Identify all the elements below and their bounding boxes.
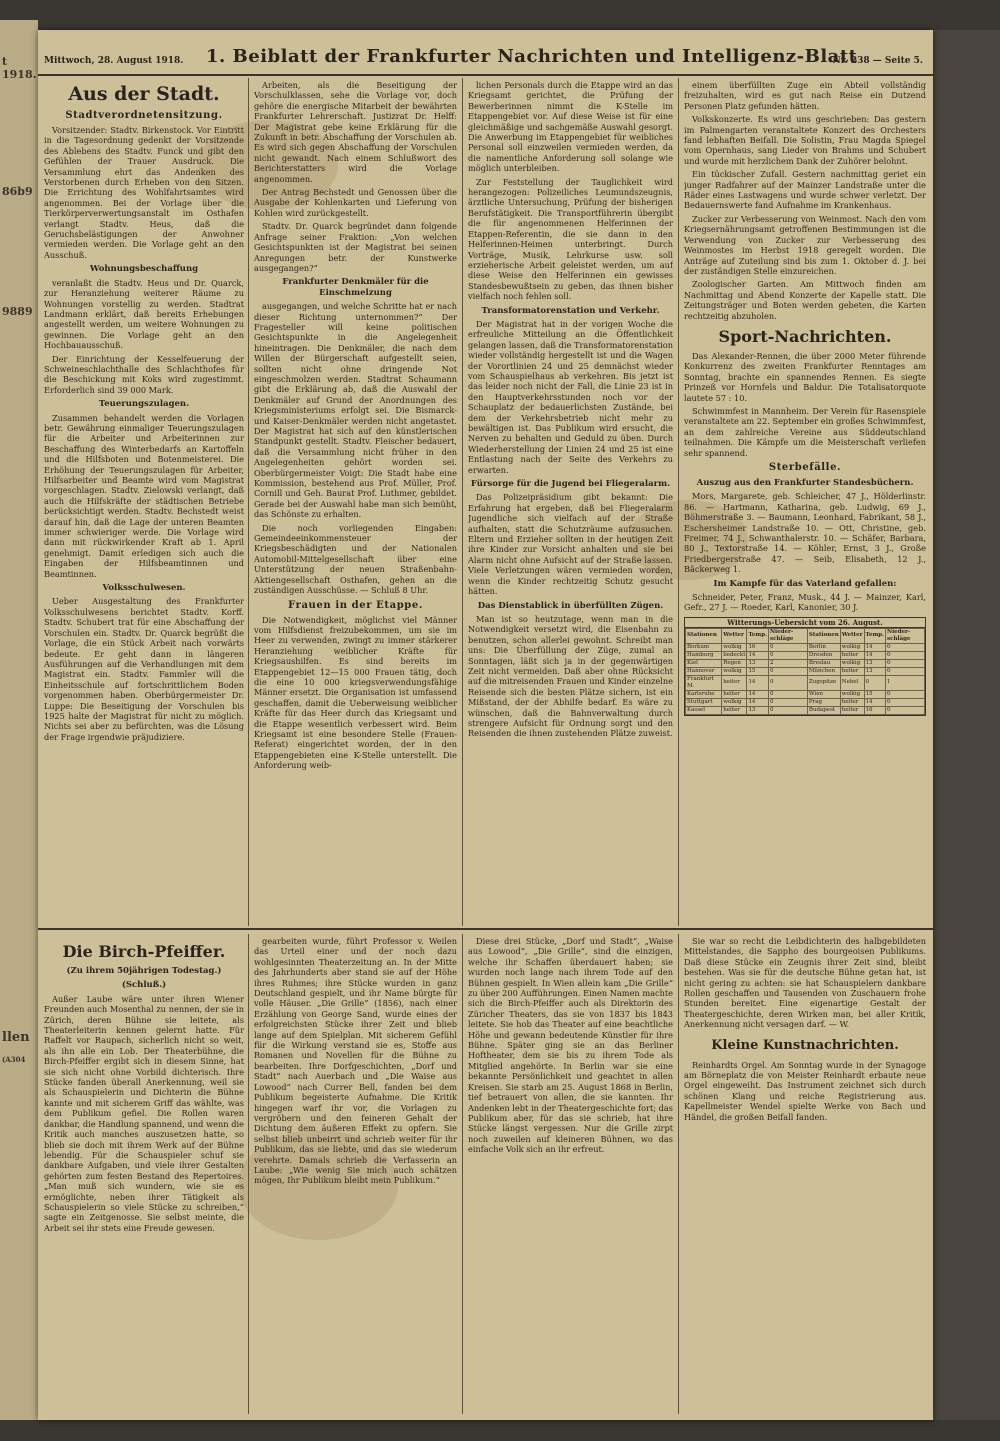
weather-cell: 14	[747, 698, 769, 706]
supplement-title: 1. Beiblatt der Frankfurter Nachrichten und Intelligenz-Blatt	[206, 46, 858, 67]
column-1	[44, 80, 244, 925]
weather-cell: wolkig	[722, 643, 747, 651]
article-paragraph: Zoologischer Garten. Am Mittwoch finden am Nachmittag und Abend Konzerte der Kapelle statt. Die Zeitungsträger und Boten werden gebeten, die Karten rechtzeitig abzuholen.	[684, 279, 926, 321]
deaths-subheading: Auszug aus den Frankfurter Standesbüchern.	[696, 478, 914, 488]
weather-cell: wolkig	[840, 690, 864, 698]
weather-cell: 0	[886, 651, 925, 659]
weather-cell: Wien	[807, 690, 840, 698]
weather-cell: 14	[747, 675, 769, 690]
weather-cell: wolkig	[840, 643, 864, 651]
article-paragraph: lichen Personals durch die Etappe wird an das Kriegsamt gerichtet, die Prüfung der Bewerberinnen nimmt die K-Stelle im Etappengebiet vor. Auf diese Weise ist für eine gleichmäßige und sachgemäße Auswahl gesorgt. Die Anwerbung im Etappengebiet für weibliches Personal soll einzweilen vermieden werden, da die namentliche Anforderung soll solange wie möglich unterbleiben.	[468, 80, 673, 174]
weather-cell: heiter	[840, 651, 864, 659]
prev-page-fragment: 86b9	[2, 185, 33, 198]
weather-header-cell: Nieder-schläge	[886, 628, 925, 643]
weather-grid	[685, 628, 925, 715]
column-rule	[248, 78, 249, 926]
weather-cell: heiter	[722, 706, 747, 714]
weather-cell: heiter	[722, 675, 747, 690]
article-heading: Stadtverordnetensitzung.	[65, 110, 223, 121]
weather-cell: 1	[886, 675, 925, 690]
fallen-list: Schneider, Peter, Franz, Musk., 44 J. — Mainzer, Karl, Gefr., 27 J. — Roeder, Karl, Kanonier, 30 J.	[684, 592, 926, 613]
article-paragraph: gearbeiten wurde, führt Professor v. Weilen das Urteil einer und der noch dazu wohlgesinnten Theaterzeitung an. In der Mitte des Jahrhunderts aber stand sie auf der Höhe ihres Ruhmes; ihre Stücke wurden in ganz Deutschland gespielt, und ihr Name bürgte für volle Häuser. „Die Grille“ (1856), nach einer Erzählung von George Sand, wurde eines der erfolgreichsten Stücke ihrer Zeit und blieb lange auf dem Spielplan. Mit sicherem Gefühl für die Wirkung verstand sie es, Stoffe aus Romanen und Novellen für die Bühne zu bearbeiten. Ihre Dorfgeschichten, „Dorf und Stadt“ nach Auerbach und „Die Waise aus Lowood“ nach Currer Bell, fanden bei dem Publikum begeisterte Aufnahme. Die Kritik hingegen warf ihr vor, die Vorlagen zu vergröbern und den feineren Gehalt der Dichtung dem äußeren Effekt zu opfern. Sie selbst blieb unbeirrt und schrieb weiter für ihr Publikum, das sie liebte, und das sie wiederum verehrte. Damals schrieb die Verfasserin an Laube: „Wie wenig Sie mich auch schätzen mögen, Ihr Publikum bleibt mein Publikum.“	[254, 936, 457, 1186]
feuilleton-continuation: (Schluß.)	[121, 980, 167, 991]
section-divider	[38, 928, 933, 930]
article-paragraph: Stadtv. Dr. Quarck begründet dann folgende Anfrage seiner Fraktion: „Von welchen Gesichtspunkten ist der Magistrat bei seinen Anregungen betr. der Kunstwerke ausgegangen?“	[254, 221, 457, 273]
column-rule	[678, 934, 679, 1414]
section-heading-sport: Sport-Nachrichten.	[718, 326, 892, 346]
feuilleton-column-2	[254, 936, 457, 1414]
weather-cell: Nebel	[840, 675, 864, 690]
weather-cell: 14	[864, 651, 886, 659]
issue-date: Mittwoch, 28. August 1918.	[44, 56, 184, 66]
weather-cell: Hannover	[686, 667, 722, 675]
prev-page-fragment: t 1918.	[2, 55, 37, 81]
column-2	[254, 80, 457, 925]
feuilleton-subheading: (Zu ihrem 50jährigen Todestag.)	[66, 966, 222, 976]
feuilleton-column-4	[684, 936, 926, 1414]
weather-cell: heiter	[722, 690, 747, 698]
weather-cell: 0	[886, 659, 925, 667]
weather-header-cell: Nieder-schläge	[768, 628, 807, 643]
weather-cell: 0	[886, 667, 925, 675]
article-paragraph: Sie war so recht die Leibdichterin des halbgebildeten Mittelstandes, die Sappho des bourgeoisen Publikums. Daß diese Stücke ein Zeugnis ihrer Zeit sind, bleibt bestehen. Was sie für die deutsche Bühne getan hat, ist nicht gering zu achten: sie hat Schauspielern dankbare Rollen geschaffen und Tausenden von Zuschauern frohe Stunden bereitet. Eine eigenartige Gestalt der Theatergeschichte, deren Wirken man, bei aller Kritik, Anerkennung nicht versagen darf. — W.	[684, 936, 926, 1030]
deaths-list: Mors, Margarete, geb. Schleicher, 47 J., Hölderlinstr. 86. — Hartmann, Katharina, geb. Ludwig, 69 J., Böhmerstraße 3. — Baumann, Leonhard, Fabrikant, 58 J., Eschersheimer Landstraße 10. — Ott, Christine, geb. Freimer, 74 J., Schwanthalerstr. 10. — Schäfer, Barbara, 80 J., Textorstraße 14. — Köhler, Ernst, 3 J., Große Friedbergerstraße 47. — Seib, Elisabeth, 12 J., Bäckerweg 1.	[684, 491, 926, 575]
weather-cell: 0	[768, 690, 807, 698]
article-paragraph: Außer Laube wäre unter ihren Wiener Freunden auch Mosenthal zu nennen, der sie in Zürich, deren Bühne sie leitete, als Theaterleiterin kennen gelernt hatte. Für Raffelt vor Raupach, sicherlich nicht so weit, als ihn alle ein Lob. Der Theaterbühne, die Birch-Pfeiffer ergibt sich in diesem Sinne, hat sie sich nicht ohne Vorbild dichterisch. Ihre Stücke fanden überall Anerkennung, weil sie als Schauspielerin und Dichterin die Bühne kannte und mit sicherem Griff das wählte, was dem Publikum gefiel. Die Rollen waren dankbar, die Handlung spannend, und wenn die Kritik auch manches auszusetzen hatte, so blieb sie doch mit ihrem Werk auf der Bühne lebendig. Für die Schauspieler schuf sie dankbare Aufgaben, und viele ihrer Gestalten gehörten zum festen Bestand des Repertoires. „Man muß sich wundern, wie sie es ermöglichte, neben ihrer Tätigkeit als Schauspielerin so viele Stücke zu schreiben,“ sagte ein Zeitgenosse. Sie selbst meinte, die Arbeit sei ihr stets eine Freude gewesen.	[44, 993, 244, 1233]
article-paragraph: Arbeiten, als die Beseitigung der Vorschulklassen, sehe die Vorlage vor, doch gehöre die energische Mitarbeit der bewährten Frankfurter Lehrerschaft. Justizrat Dr. Helff: Der Magistrat gebe keine Erklärung für die Zukunft in betr. Abschaffung der Vorschulen ab. Es wird sich gegen Abschaffung der Vorschulen nicht gewandt. Nach einem Schlußwort des Berichterstatters wird die Vorlage angenommen.	[254, 80, 457, 184]
column-rule	[462, 934, 463, 1414]
weather-cell: heiter	[840, 698, 864, 706]
weather-row	[686, 643, 925, 651]
weather-cell: wolkig	[722, 698, 747, 706]
column-3	[468, 80, 673, 925]
article-paragraph: Schwimmfest in Mannheim. Der Verein für Rasenspiele veranstaltete am 22. September ein großes Schwimmfest, an dem zahlreiche Vereine aus Süddeutschland teilnahmen. Die Kämpfe um die Meisterschaft verliefen sehr spannend.	[684, 405, 926, 458]
weather-cell: 13	[747, 706, 769, 714]
weather-cell: 15	[864, 690, 886, 698]
weather-cell: Borkum	[686, 643, 722, 651]
weather-cell: 0	[768, 651, 807, 659]
weather-cell: Regen	[722, 659, 747, 667]
column-rule	[678, 78, 679, 926]
article-paragraph: Reinhardts Orgel. Am Sonntag wurde in der Synagoge am Börneplatz die von Meister Reinhardt erbaute neue Orgel eingeweiht. Das Instrument zeichnet sich durch schönen Klang und reiche Registrierung aus. Kapellmeister Wendel spielte Werke von Bach und Händel, die großen Beifall fanden.	[684, 1059, 926, 1122]
weather-row	[686, 698, 925, 706]
weather-cell: 0	[864, 675, 886, 690]
weather-cell: 13	[864, 667, 886, 675]
article-paragraph: Der Antrag Bechstedt und Genossen über die Ausgabe der Kohlenkarten und Lieferung von Kohlen wird zurückgestellt.	[254, 187, 457, 218]
weather-cell: Kassel	[686, 706, 722, 714]
weather-row	[686, 651, 925, 659]
column-4	[684, 80, 926, 925]
weather-cell: heiter	[840, 706, 864, 714]
background-edge	[933, 30, 1000, 1420]
fallen-subheading: Im Kampfe für das Vaterland gefallen:	[713, 578, 897, 589]
weather-cell: Dresden	[807, 651, 840, 659]
weather-cell: 15	[747, 667, 769, 675]
weather-header-cell: Wetter	[840, 628, 864, 643]
article-paragraph: Vorsitzender: Stadtv. Birkenstock. Vor Eintritt in die Tagesordnung gedenkt der Vorsitzende des Ablebens des Stadtv. Funck und gibt den Gefühlen der Trauer Ausdruck. Die Versammlung ehrt das Andenken des Verstorbenen durch Erheben von den Sitzen. Die Errichtung des Wohlfahrtsamtes wird angenommen. Bei der Vorlage über die Tierkörperverwertungsanstalt im Osthafen verlangt Stadtv. Heus, daß die Geruchsbelästigungen der Anwohner vermieden werden. Die Vorlage geht an den Ausschuß.	[44, 125, 244, 260]
section-heading-city: Aus der Stadt.	[68, 83, 220, 105]
weather-header-cell: Wetter	[722, 628, 747, 643]
weather-cell: 2	[768, 659, 807, 667]
weather-cell: Kiel	[686, 659, 722, 667]
weather-cell: 14	[864, 698, 886, 706]
article-paragraph: Das Polizeipräsidium gibt bekannt: Die Erfahrung hat ergeben, daß bei Fliegeralarm Jugendliche sich vielfach auf der Straße aufhalten, statt die Schutzräume aufzusuchen. Eltern und Erzieher sollten in der heutigen Zeit ihre Kinder zur Vorsicht anhalten und sie bei Alarm nicht ohne Aufsicht auf der Straße lassen. Viele Verletzungen wären vermieden worden, wenn die Kinder rechtzeitig Schutz gesucht hätten.	[468, 492, 673, 597]
subheading: Fürsorge für die Jugend bei Fliegeralarm.	[470, 479, 671, 490]
weather-cell: heiter	[840, 667, 864, 675]
weather-cell: wolkig	[722, 667, 747, 675]
weather-cell: 16	[747, 643, 769, 651]
prev-page-fragment: llen	[2, 1030, 30, 1045]
weather-header-cell: Stationen	[686, 628, 722, 643]
article-paragraph: einem überfüllten Zuge ein Abteil vollständig freizuhalten, wird es gut nach Reise ein Dutzend Personen Platz gefunden hätten.	[684, 80, 926, 111]
feuilleton-column-3	[468, 936, 673, 1414]
subheading: Wohnungsbeschaffung	[89, 264, 199, 275]
article-paragraph: Zusammen behandelt werden die Vorlagen betr. Gewährung einmaliger Teuerungszulagen für die Arbeiter und Arbeiterinnen zur Beschaffung des Winterbedarfs an Kartoffeln und die Hilfsboten und Botenmeisterei. Die Erhöhung der Teuerungszulagen für Arbeiter, Hilfsarbeiter und Beamte wird vom Magistrat vorgeschlagen. Stadtv. Zielowski verlangt, daß auch die Hilfskräfte der städtischen Betriebe berücksichtigt werden. Stadtv. Bechstedt weist darauf hin, daß die Lage der unteren Beamten immer schwieriger werde. Die Vorlage wird dann mit rückwirkender Kraft ab 1. April genehmigt. Damit erledigen sich auch die Eingaben der Hilfsbeamtinnen und Beamtinnen.	[44, 412, 244, 579]
weather-cell: Frankfurt M.	[686, 675, 722, 690]
previous-page-edge	[0, 20, 38, 1420]
feuilleton-column-1	[44, 936, 244, 1414]
article-paragraph: Ein tückischer Zufall. Gestern nachmittag geriet ein junger Radfahrer auf der Mainzer Landstraße unter die Räder eines Lastwagens und wurde schwer verletzt. Der Bedauernswerte fand Aufnahme im Krankenhaus.	[684, 169, 926, 211]
weather-cell: 0	[886, 698, 925, 706]
weather-cell: Berlin	[807, 643, 840, 651]
weather-row	[686, 690, 925, 698]
weather-cell: Karlsruhe	[686, 690, 722, 698]
weather-row	[686, 659, 925, 667]
weather-row	[686, 706, 925, 714]
weather-cell: 14	[747, 651, 769, 659]
weather-cell: Stuttgart	[686, 698, 722, 706]
prev-page-fragment: 9889	[2, 305, 33, 318]
article-paragraph: Die noch vorliegenden Eingaben: Gemeindeeinkommensteuer der Kriegsbeschädigten und der Nationalen Automobil-Mittelgesellschaft über eine Unterstützung der neuen Straßenbahn-Aktiengesellschaft Osthafen, gehen an die zuständigen Ausschüsse. — Schluß 8 Uhr.	[254, 522, 457, 596]
subheading: Frankfurter Denkmäler für die Einschmelzung	[282, 277, 429, 298]
article-paragraph: veranlaßt die Stadtv. Heus und Dr. Quarck, zur Heranziehung weiterer Räume zu Wohnungen vorstellig zu werden. Stadtrat Landmann erklärt, daß bereits Erhebungen angestellt werden, um weitere Wohnungen zu gewinnen. Die Vorlage geht an den Hochbauausschuß.	[44, 277, 244, 351]
deaths-heading: Sterbefälle.	[768, 462, 842, 473]
article-paragraph: Ueber Ausgestaltung des Frankfurter Volksschulwesens berichtet Stadtv. Korff. Stadtv. Schubert trat für eine Abschaffung der Vorschulen ein. Stadtv. Dr. Quarck begrüßt die Vorlage, die ein Stück Arbeit nach vorwärts bedeute. Er geht dann in längeren Ausführungen auf die Verhandlungen mit dem Magistrat ein. Stadtv. Fammler will die Einheitsschule auf fortschrittlichem Boden vorgenommen haben. Oberbürgermeister Dr. Luppe: Die Beseitigung der Vorschulen bis 1925 halte der Magistrat für nicht zu möglich. Nichts sei aber zu befürchten, was die Lösung der Frage irgendwie präjudiziere.	[44, 596, 244, 742]
weather-title: Witterungs-Uebersicht vom 26. August.	[685, 618, 925, 628]
weather-cell: München	[807, 667, 840, 675]
weather-cell: 14	[864, 643, 886, 651]
weather-row	[686, 667, 925, 675]
weather-cell: 0	[768, 706, 807, 714]
weather-header-cell: Temp.	[747, 628, 769, 643]
weather-row	[686, 675, 925, 690]
page-number: Nr. 238 — Seite 5.	[832, 56, 923, 66]
weather-cell: Zugspitze	[807, 675, 840, 690]
article-paragraph: Der Einrichtung der Kesselfeuerung der Schweineschlachthalle des Schlachthofes für die Beschickung mit Koks wird zugestimmt. Erforderlich sind 39 000 Mark.	[44, 353, 244, 395]
article-paragraph: Volkskonzerte. Es wird uns geschrieben: Das gestern im Palmengarten veranstaltete Konzert des Orchesters fand lebhaften Beifall. Die Solistin, Frau Magda Spiegel vom Opernhaus, sang Lieder von Brahms und Schubert und wurde mit herzlichem Dank der Zuhörer belohnt.	[684, 114, 926, 166]
weather-cell: Prag	[807, 698, 840, 706]
column-rule	[248, 934, 249, 1414]
subheading: Teuerungszulagen.	[98, 399, 190, 410]
weather-cell: 0	[886, 690, 925, 698]
article-paragraph: Man ist so heutzutage, wenn man in die Notwendigkeit versetzt wird, die Eisenbahn zu benutzen, schon allerlei gewohnt. Schreibt man uns: Die Überfüllung der Züge, zumal an Sonntagen, läßt sich ja in der gegenwärtigen Zeit nicht vermeiden. Daß aber ohne Rücksicht auf die mitreisenden Frauen und Kinder einzelne Reisende sich die besten Plätze sichern, ist ein Mißstand, der der Abhilfe bedarf. Es wäre zu wünschen, daß die Bahnverwaltung durch strengere Aufsicht für Ordnung sorgt und den Reisenden die ihnen zustehenden Plätze zuweist.	[468, 613, 673, 739]
subheading: Transformatorenstation und Verkehr.	[481, 305, 660, 316]
weather-cell: 14	[747, 690, 769, 698]
weather-cell: 0	[768, 643, 807, 651]
subheading: Das Dienstablick in überfüllten Zügen.	[477, 600, 664, 611]
weather-header-cell: Stationen	[807, 628, 840, 643]
article-paragraph: Die Notwendigkeit, möglichst viel Männer vom Hilfsdienst freizubekommen, um sie im Heer zu verwenden, zwingt zu immer stärkerer Heranziehung weiblicher Kräfte für Kriegsaushilfen. Es sind bereits im Etappengebiet 12—15 000 Frauen tätig, doch die eine 10 000 kriegsverwendungsfähige Männer ersetzt. Die Organisation ist umfassend geschaffen, damit die Ueberweisung weiblicher Kräfte für das Heer durch das Kriegsamt und die Etappe wesentlich verbessert wird. Beim Kriegsamt ist eine besondere Stelle (Frauen-Referat) eingerichtet worden, der in den Etappengebieten eine K-Stelle unterstellt. Die Anforderung weib-	[254, 614, 457, 771]
article-paragraph: ausgegangen, und welche Schritte hat er nach dieser Richtung unternommen?“ Der Fragesteller will keine politischen Gesichtspunkte in die Angelegenheit hineintragen. Die Denkmäler, die nach dem Willen der Bürgerschaft aufgestellt seien, sollten nicht ohne dringende Not eingeschmolzen werden. Stadtrat Schaumann gibt die Erklärung ab, daß die Auswahl der Denkmäler auf Grund der Anordnungen des Kriegsministeriums erfolgt sei. Die Bismarck- und Kaiser-Denkmäler werden nicht angetastet. Der Magistrat hat sich auf den künstlerischen Standpunkt gestellt. Stadtv. Fleischer bedauert, daß die Versammlung nicht früher in den Angelegenheiten gehört worden sei. Oberbürgermeister Voigt: Die Stadt habe eine Kommission, bestehend aus Prof. Müller, Prof. Cornill und Geh. Baurat Prof. Luthmer, gebildet. Gerade bei der Auswahl habe man sich bemüht, das Schönste zu erhalten.	[254, 301, 457, 520]
weather-cell: 13	[864, 659, 886, 667]
weather-cell: 0	[886, 706, 925, 714]
article-paragraph: Zucker zur Verbesserung von Weinmost. Nach den vom Kriegsernährungsamt getroffenen Bestimmungen ist die Verwendung von Zucker zur Verbesserung des Weinmostes im Herbst 1918 geregelt worden. Die Anträge auf Zuteilung sind bis zum 1. Oktober d. J. bei der zuständigen Stelle einzureichen.	[684, 213, 926, 276]
weather-cell: 0	[886, 643, 925, 651]
article-paragraph: Diese drei Stücke, „Dorf und Stadt“, „Waise aus Lowood“, „Die Grille“, sind die einzigen, welche ihr Schaffen überdauert haben; sie wurden noch lange nach ihrem Tode auf den Bühnen gespielt. In Wien allein kam „Die Grille“ zu über 200 Aufführungen. Einen Namen machte sich die Birch-Pfeiffer auch als Direktorin des Züricher Theaters, das sie von 1837 bis 1843 leitete. Sie hob das Theater auf eine beachtliche Höhe und gewann bedeutende Künstler für ihre Bühne. Später ging sie an das Berliner Hoftheater, dem sie bis zu ihrem Tode als Mitglied angehörte. In Berlin war sie eine bekannte Persönlichkeit und geachtet in allen Kreisen. Sie starb am 25. August 1868 in Berlin, tief betrauert von allen, die sie kannten. Ihr Andenken lebt in der Theatergeschichte fort; das Publikum aber, für das sie schrieb, hat ihre Stücke längst vergessen. Nur die Grille zirpt noch zuweilen auf kleineren Bühnen, wo das einfache Volk sich an ihr erfreut.	[468, 936, 673, 1155]
weather-cell: 0	[768, 667, 807, 675]
weather-cell: Budapest	[807, 706, 840, 714]
feuilleton-heading: Die Birch-Pfeiffer.	[62, 942, 226, 961]
article-heading: Frauen in der Etappe.	[288, 599, 423, 611]
weather-cell: bedeckt	[723, 651, 746, 658]
prev-page-fragment: (A304	[2, 1055, 26, 1064]
article-paragraph: Zur Feststellung der Tauglichkeit wird herangezogen: Polizeiliches Leumundszeugnis, ärztliche Untersuchung, Prüfung der bisherigen Berufstätigkeit. Die Transportführerin übergibt die für angenommenen Helferinnen der Etappen-Referentin, die sie dann in den Helferinnen-Heimen unterbringt. Durch Vorträge, Musik, Lehrkurse usw. soll erzieherische Arbeit geleistet werden, um auf diese Weise den Helferinnen ein gewisses Standesbewußtsein zu geben, das ihnen bisher vielfach noch fehlen soll.	[468, 176, 673, 302]
weather-cell: Breslau	[807, 659, 840, 667]
weather-cell: 0	[768, 675, 807, 690]
article-paragraph: Das Alexander-Rennen, die über 2000 Meter führende Konkurrenz des zweiten Frankfurter Renntages am Sonntag, brachte ein spannendes Rennen. Es siegte Prinzeß vor Hornfels und Baldur. Die Totalisatorquote lautete 57 : 10.	[684, 350, 926, 403]
art-news-heading: Kleine Kunstnachrichten.	[711, 1037, 899, 1053]
weather-header-cell: Temp.	[864, 628, 886, 643]
column-rule	[462, 78, 463, 926]
weather-cell: wolkig	[840, 659, 864, 667]
weather-cell: 13	[747, 659, 769, 667]
subheading: Volksschulwesen.	[102, 583, 186, 594]
newspaper-page	[38, 30, 933, 1420]
weather-cell: 16	[864, 706, 886, 714]
weather-cell: 0	[768, 698, 807, 706]
weather-table	[684, 617, 926, 716]
article-paragraph: Der Magistrat hat in der vorigen Woche die erfreuliche Mitteilung an die Öffentlichkeit gelangen lassen, daß die Transformatorenstation wieder vollständig hergestellt ist und die Wagen der Vorortlinien 24 und 25 demnächst wieder vom Schauspielhaus ab verkehren. Bis jetzt ist das leider noch nicht der Fall, die Linie 23 ist in den Hauptverkehrsstunden noch vor der Schauplatz der bedauerlichsten Zustände, bei dem der Verkehrsbetrieb nicht mehr zu bewältigen ist. Das Publikum wird ersucht, die Nerven zu behalten und Geduld zu üben. Durch Wiederherstellung der Linien 24 und 25 ist eine Entlastung nach der Seite des Verkehrs zu erwarten.	[468, 318, 673, 475]
masthead	[38, 44, 933, 76]
weather-cell: Hamburg	[686, 651, 722, 659]
